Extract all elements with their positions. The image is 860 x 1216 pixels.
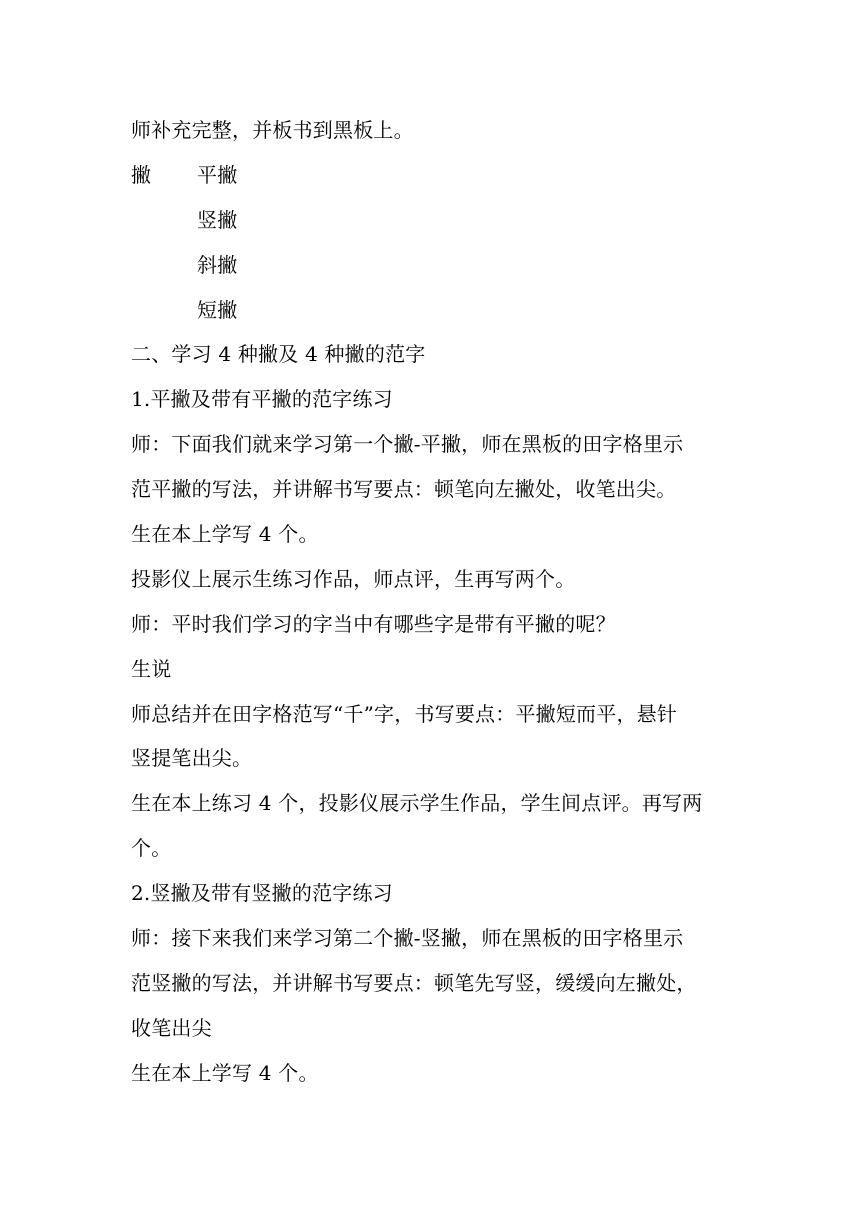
- paragraph-line: 师：接下来我们来学习第二个撇-竖撇，师在黑板的田字格里示: [131, 926, 684, 951]
- stroke-item: 斜撇: [197, 252, 238, 277]
- paragraph-line: 生在本上学写 4 个。: [131, 522, 319, 547]
- stroke-item: 竖撇: [197, 207, 238, 232]
- paragraph-line: 师：平时我们学习的字当中有哪些字是带有平撇的呢？: [131, 611, 616, 636]
- stroke-category-label: 撇: [131, 162, 152, 187]
- paragraph-line: 生在本上学写 4 个。: [131, 1060, 319, 1085]
- paragraph-line: 投影仪上展示生练习作品，师点评，生再写两个。: [131, 566, 576, 591]
- paragraph-line: 师：下面我们就来学习第一个撇-平撇，师在黑板的田字格里示: [131, 432, 684, 457]
- paragraph-line: 收笔出尖: [131, 1015, 212, 1040]
- intro-paragraph: 师补充完整，并板书到黑板上。: [131, 118, 414, 142]
- paragraph-line: 生说: [131, 656, 172, 681]
- stroke-list-row: [131, 153, 731, 198]
- paragraph-line: 竖提笔出尖。: [131, 746, 253, 771]
- paragraph-line: 个。: [131, 836, 172, 861]
- stroke-item: 短撇: [197, 297, 238, 322]
- paragraph-line: 范平撇的写法，并讲解书写要点：顿笔向左撇处，收笔出尖。: [131, 477, 677, 502]
- subsection-heading: 2.竖撇及带有竖撇的范字练习: [131, 881, 393, 906]
- document-body: [131, 108, 731, 1096]
- subsection-heading: 1.平撇及带有平撇的范字练习: [131, 387, 393, 412]
- section-heading: 二、学习 4 种撇及 4 种撇的范字: [131, 342, 426, 367]
- paragraph-line: 师总结并在田字格范写“千”字，书写要点：平撇短而平，悬针: [131, 701, 678, 726]
- paragraph-line: 范竖撇的写法，并讲解书写要点：顿笔先写竖，缓缓向左撇处，: [131, 970, 697, 995]
- stroke-item: 平撇: [197, 162, 238, 187]
- paragraph-line: 生在本上练习 4 个，投影仪展示学生作品，学生间点评。再写两: [131, 791, 703, 816]
